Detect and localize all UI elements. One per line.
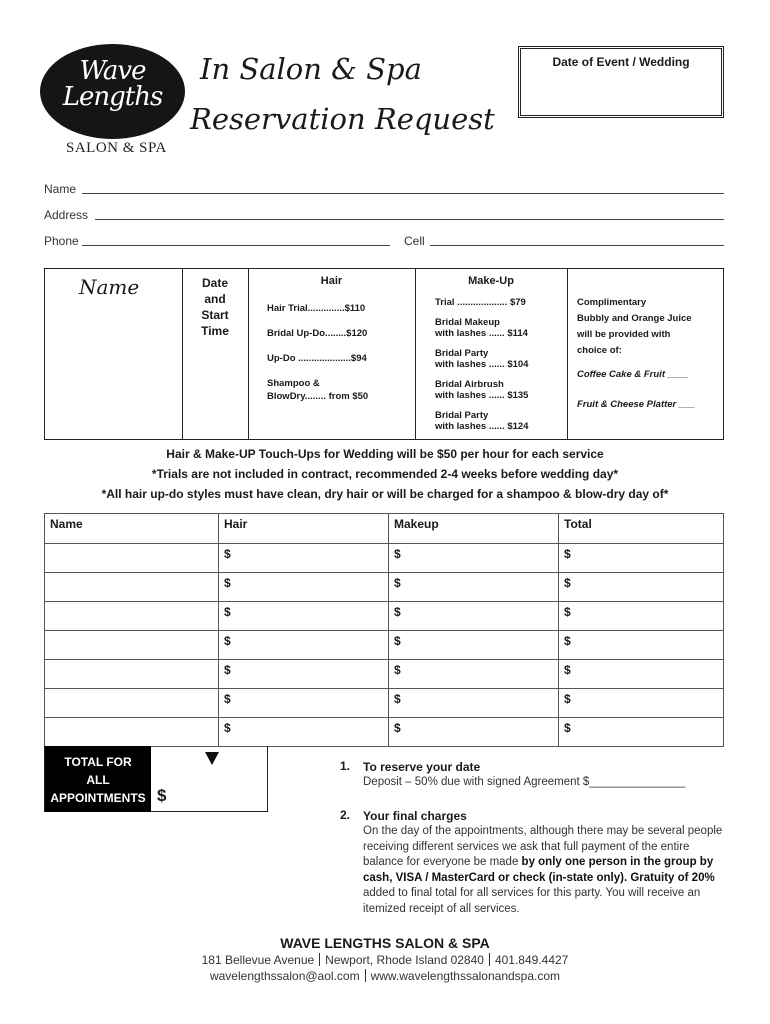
updo-note: *All hair up-do styles must have clean, dry hair or will be charged for a shampoo & blow-dry day of* [101,487,669,501]
complimentary-note: Complimentary [577,297,647,308]
appt-hair-cell[interactable]: $ [219,631,389,660]
step2-text: On the day of the appointments, although there may be several people receiving different services we ask that full payment of the entire balance for everyone be made [363,825,723,868]
appt-makeup-cell[interactable]: $ [389,660,559,689]
appt-makeup-cell[interactable]: $ [389,602,559,631]
total-amount-field[interactable]: $ [157,786,167,805]
makeup-column-header: Makeup [389,514,559,544]
makeup-service-item: Bridal Makeup [435,317,500,328]
makeup-service-item: Bridal Airbrush [435,379,504,390]
address-label: Address [44,208,89,222]
name-column-header: Name [45,514,219,544]
complimentary-note: will be provided with [577,329,671,340]
divider [182,269,183,439]
complimentary-note: Bubbly and Orange Juice [577,313,692,324]
table-row [45,602,724,631]
hair-service-item: Shampoo & [267,378,320,389]
salon-logo [40,44,185,162]
table-row [45,660,724,689]
page-title-line1: In Salon & Spa [200,52,422,86]
appt-makeup-cell[interactable]: $ [389,631,559,660]
date-of-event-label: Date of Event / Wedding [552,55,690,69]
coffee-cake-choice[interactable]: Coffee Cake & Fruit ____ [577,369,689,380]
separator [319,953,320,966]
footer-phone: 401.849.4427 [494,953,569,967]
services-name-heading: Name [79,275,140,299]
trials-note: *Trials are not included in contract, recommended 2-4 weeks before wedding day* [151,467,619,481]
date-start-time-heading [185,275,245,339]
makeup-service-item: with lashes ...... $114 [435,328,528,339]
appt-name-cell[interactable] [45,602,219,631]
appt-name-cell[interactable] [45,544,219,573]
table-row [45,573,724,602]
footer-contact [0,969,770,983]
step2-body [363,824,728,917]
page-title-line2: Reservation Request [190,102,495,136]
arrow-down-icon [205,752,219,765]
total-label-line: TOTAL FOR [64,755,132,769]
appt-makeup-cell[interactable]: $ [389,689,559,718]
appt-total-cell[interactable]: $ [559,689,724,718]
table-row [45,631,724,660]
appt-total-cell[interactable]: $ [559,631,724,660]
appt-makeup-cell[interactable]: $ [389,573,559,602]
appt-name-cell[interactable] [45,660,219,689]
appt-total-cell[interactable]: $ [559,718,724,747]
fruit-cheese-choice[interactable]: Fruit & Cheese Platter ___ [577,399,695,410]
table-row [45,544,724,573]
touchup-note: Hair & Make-UP Touch-Ups for Wedding will be $50 per hour for each service [166,447,604,461]
footer-website-link[interactable]: www.wavelengthssalonandspa.com [370,969,561,983]
appt-makeup-cell[interactable]: $ [389,718,559,747]
date-start-word: Date [201,276,228,290]
deposit-line[interactable]: Deposit – 50% due with signed Agreement $_______________ [363,776,686,788]
logo-line2: Lengths [62,82,163,112]
step1-number: 1. [340,759,351,773]
appt-total-cell[interactable]: $ [559,573,724,602]
table-row [45,689,724,718]
divider [567,269,568,439]
step2-text: added to final total for all services for this party. You will receive an itemized receipt of all services. [363,887,701,915]
footer-email-link[interactable]: wavelengthssalon@aol.com [209,969,360,983]
appt-hair-cell[interactable]: $ [219,544,389,573]
appt-name-cell[interactable] [45,689,219,718]
appt-name-cell[interactable] [45,718,219,747]
appt-name-cell[interactable] [45,631,219,660]
total-column-header: Total [559,514,724,544]
date-start-word: Time [201,324,229,338]
appt-hair-cell[interactable]: $ [219,689,389,718]
hair-column-heading: Hair [320,275,343,287]
table-row [45,718,724,747]
hair-service-item: Bridal Up-Do........$120 [267,328,368,339]
makeup-service-item: with lashes ...... $135 [435,390,529,401]
appt-name-cell[interactable] [45,573,219,602]
hair-service-item: BlowDry........ from $50 [267,391,369,402]
step2-number: 2. [340,808,351,822]
makeup-service-item: Bridal Party [435,348,489,359]
makeup-service-item: Bridal Party [435,410,489,421]
divider [248,269,249,439]
name-label: Name [44,182,77,196]
appt-hair-cell[interactable]: $ [219,602,389,631]
date-of-event-field[interactable] [518,46,724,118]
total-label-line: ALL [86,773,110,787]
divider [415,269,416,439]
appt-hair-cell[interactable]: $ [219,718,389,747]
appt-total-cell[interactable]: $ [559,660,724,689]
name-field[interactable] [82,193,724,194]
footer-address [0,953,770,967]
appt-total-cell[interactable]: $ [559,602,724,631]
appt-hair-cell[interactable]: $ [219,573,389,602]
total-label [45,746,151,812]
step2-heading: Your final charges [363,809,467,823]
separator [489,953,490,966]
appt-total-cell[interactable]: $ [559,544,724,573]
services-table [44,268,724,440]
makeup-service-item: with lashes ...... $124 [435,421,529,432]
hair-service-item: Up-Do ....................$94 [267,353,367,364]
date-start-word: Start [201,308,229,322]
phone-field[interactable] [82,245,390,246]
footer-street: 181 Bellevue Avenue [201,953,315,967]
total-label-line: APPOINTMENTS [50,791,146,805]
logo-line1: Wave [79,56,146,86]
complimentary-note: choice of: [577,345,622,356]
date-start-word: and [204,292,226,306]
makeup-service-item: Trial ................... $79 [435,297,526,308]
hair-column-header: Hair [219,514,389,544]
appt-makeup-cell[interactable]: $ [389,544,559,573]
total-all-appointments [44,746,268,812]
address-field[interactable] [95,219,724,220]
cell-label: Cell [404,234,425,248]
makeup-service-item: with lashes ...... $104 [435,359,529,370]
step2-text-bold: by only one person in the group by cash, VISA / MasterCard or check (in-state only). Gratuity of 20% [363,856,715,884]
logo-script [40,58,185,110]
appt-hair-cell[interactable]: $ [219,660,389,689]
logo-subtitle: SALON & SPA [66,140,167,156]
step1-heading: To reserve your date [363,760,481,774]
hair-service-item: Hair Trial..............$110 [267,303,366,314]
separator [365,969,366,982]
footer-city: Newport, Rhode Island 02840 [325,953,484,967]
table-header-row [45,514,724,544]
appointments-table [44,513,724,747]
makeup-column-heading: Make-Up [468,275,514,287]
phone-label: Phone [44,234,79,248]
footer-salon-name: WAVE LENGTHS SALON & SPA [280,935,490,951]
cell-field[interactable] [430,245,724,246]
